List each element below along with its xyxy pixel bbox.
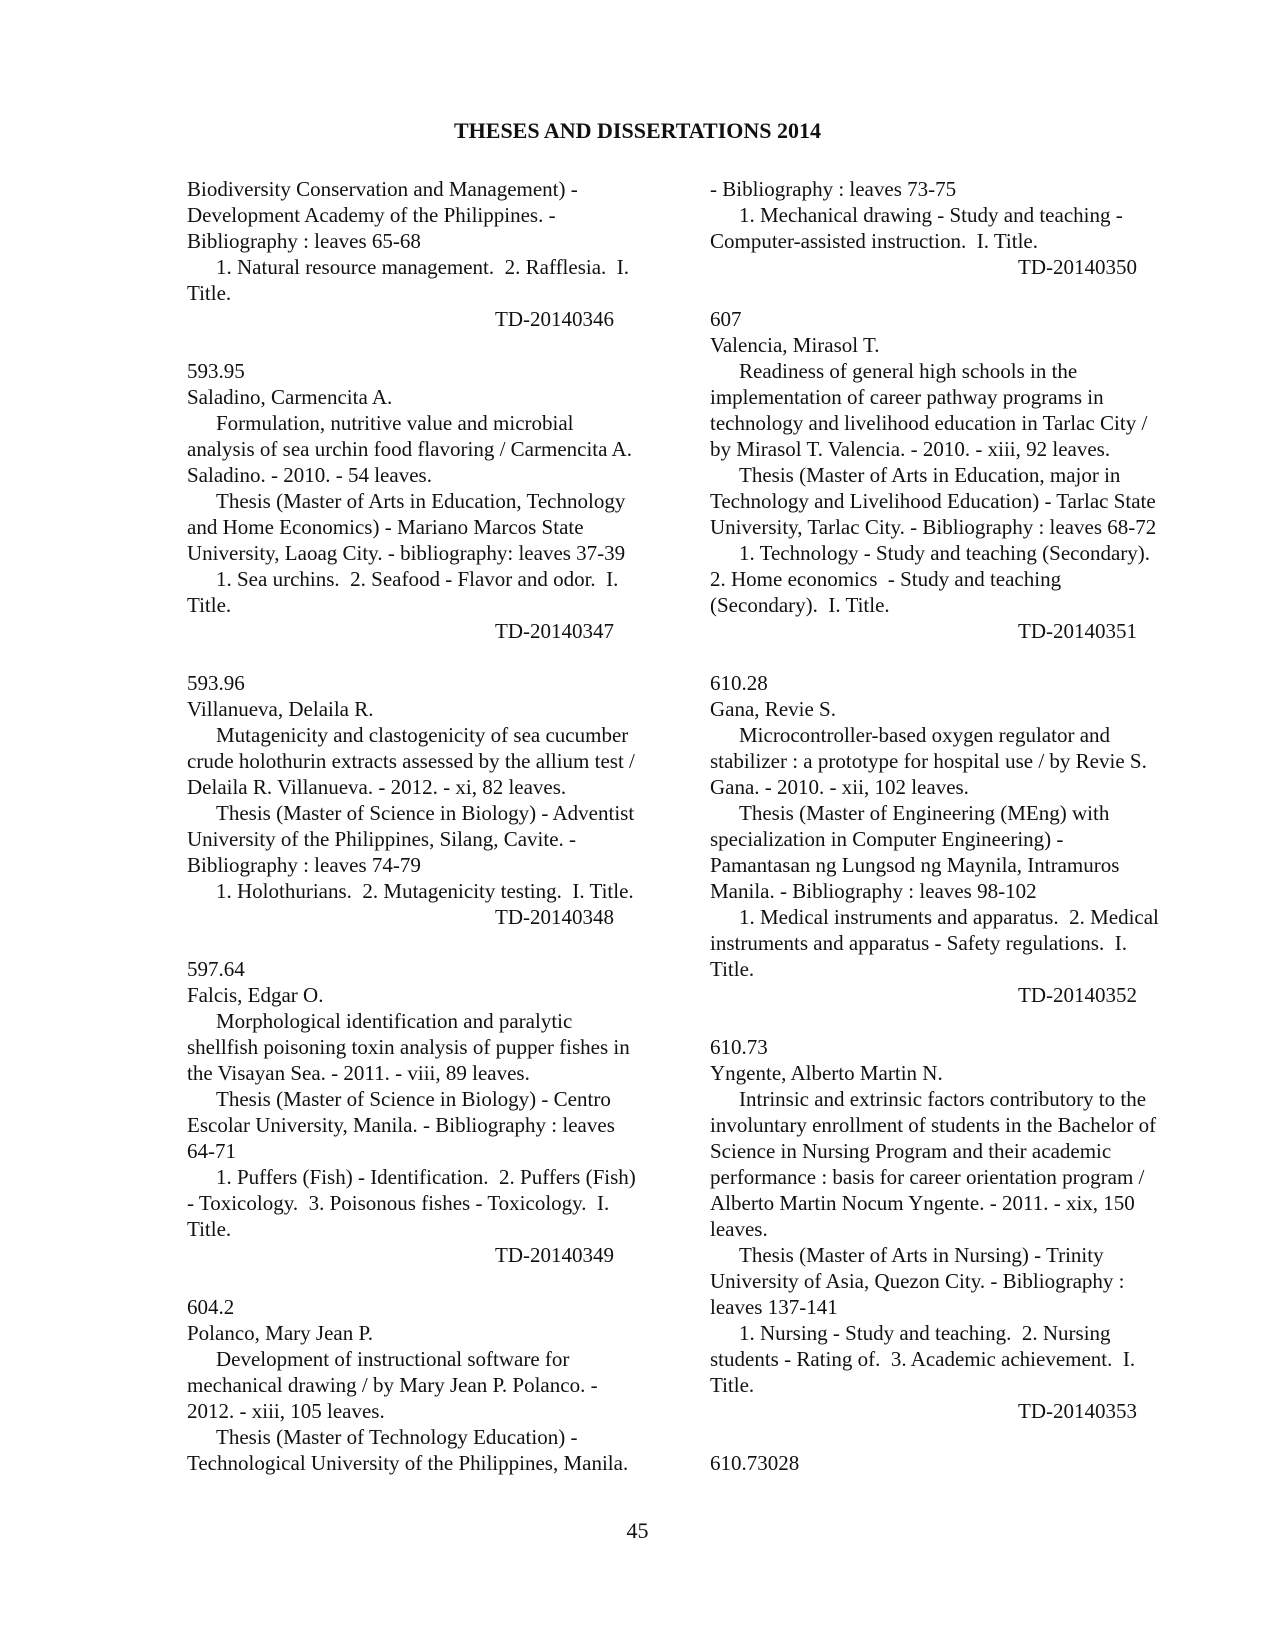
text-line: - Toxicology. 3. Poisonous fishes - Toxicology. I.	[187, 1191, 610, 1215]
text-line: Title.	[710, 1373, 755, 1397]
text-line: technology and livelihood education in Tarlac City /	[710, 411, 1148, 435]
text-line: Thesis (Master of Science in Biology) - Centro	[216, 1087, 611, 1111]
page-title: THESES AND DISSERTATIONS 2014	[453, 118, 822, 143]
text-line: Development Academy of the Philippines. -	[187, 203, 556, 227]
text-line: 597.64	[187, 957, 245, 981]
text-line: 607	[710, 307, 742, 331]
text-line: Saladino, Carmencita A.	[187, 385, 393, 409]
text-line: 1. Nursing - Study and teaching. 2. Nursing	[739, 1321, 1111, 1345]
text-line: Bibliography : leaves 65-68	[187, 229, 421, 253]
text-line: 1. Puffers (Fish) - Identification. 2. Puffers (Fish)	[216, 1165, 636, 1189]
text-line: 1. Holothurians. 2. Mutagenicity testing. I. Title.	[216, 879, 634, 903]
entry-gap	[710, 1424, 1185, 1450]
text-line: Yngente, Alberto Martin N.	[710, 1061, 943, 1085]
text-line: analysis of sea urchin food flavoring / Carmencita A.	[187, 437, 632, 461]
text-line: shellfish poisoning toxin analysis of pupper fishes in	[187, 1035, 630, 1059]
text-line: Thesis (Master of Arts in Nursing) - Trinity	[739, 1243, 1104, 1267]
text-line: the Visayan Sea. - 2011. - viii, 89 leaves.	[187, 1061, 530, 1085]
text-line: Valencia, Mirasol T.	[710, 333, 880, 357]
text-line: Polanco, Mary Jean P.	[187, 1321, 374, 1345]
entry-gap	[710, 1008, 1185, 1034]
text-line: implementation of career pathway programs in	[710, 385, 1104, 409]
text-line: crude holothurin extracts assessed by the allium test /	[187, 749, 635, 773]
text-line: 610.73028	[710, 1451, 800, 1475]
text-line: Science in Nursing Program and their academic	[710, 1139, 1112, 1163]
text-line: Bibliography : leaves 74-79	[187, 853, 421, 877]
text-line: mechanical drawing / by Mary Jean P. Polanco. -	[187, 1373, 598, 1397]
text-line: Thesis (Master of Arts in Education, major in	[739, 463, 1121, 487]
text-line: Computer-assisted instruction. I. Title.	[710, 229, 1038, 253]
right-column	[710, 176, 1185, 1476]
text-line: Thesis (Master of Engineering (MEng) with	[739, 801, 1110, 825]
text-line: Manila. - Bibliography : leaves 98-102	[710, 879, 1037, 903]
text-line: University, Laoag City. - bibliography: leaves 37-39	[187, 541, 626, 565]
text-line: - Bibliography : leaves 73-75	[710, 177, 957, 201]
text-line: Morphological identification and paralytic	[216, 1009, 573, 1033]
text-line: University of Asia, Quezon City. - Bibliography :	[710, 1269, 1125, 1293]
text-line: Technology and Livelihood Education) - Tarlac State	[710, 489, 1156, 513]
left-column	[187, 176, 662, 1476]
text-line: Title.	[187, 593, 232, 617]
text-line: Thesis (Master of Science in Biology) - Adventist	[216, 801, 635, 825]
text-line: 593.95	[187, 359, 245, 383]
text-line: 1. Medical instruments and apparatus. 2. Medical	[739, 905, 1159, 929]
entry-gap	[187, 930, 662, 956]
accession-number: TD-20140349	[495, 1243, 614, 1267]
text-line: Intrinsic and extrinsic factors contributory to the	[739, 1087, 1147, 1111]
text-line: Mutagenicity and clastogenicity of sea cucumber	[216, 723, 629, 747]
entry-gap	[710, 280, 1185, 306]
text-line: 1. Natural resource management. 2. Rafflesia. I.	[216, 255, 630, 279]
text-line: Villanueva, Delaila R.	[187, 697, 374, 721]
text-line: leaves 137-141	[710, 1295, 838, 1319]
text-line: Title.	[187, 1217, 232, 1241]
text-line: Title.	[710, 957, 755, 981]
accession-number: TD-20140353	[1018, 1399, 1137, 1423]
text-line: 610.73	[710, 1035, 768, 1059]
text-line: 610.28	[710, 671, 768, 695]
text-line: stabilizer : a prototype for hospital use / by Revie S.	[710, 749, 1147, 773]
text-line: Falcis, Edgar O.	[187, 983, 324, 1007]
text-line: instruments and apparatus - Safety regulations. I.	[710, 931, 1127, 955]
text-line: 2012. - xiii, 105 leaves.	[187, 1399, 385, 1423]
text-line: involuntary enrollment of students in the Bachelor of	[710, 1113, 1157, 1137]
entry-gap	[710, 644, 1185, 670]
text-line: Pamantasan ng Lungsod ng Maynila, Intramuros	[710, 853, 1120, 877]
text-line: specialization in Computer Engineering) -	[710, 827, 1064, 851]
text-line: Escolar University, Manila. - Bibliography : leaves	[187, 1113, 615, 1137]
text-line: University, Tarlac City. - Bibliography : leaves 68-72	[710, 515, 1157, 539]
text-line: University of the Philippines, Silang, Cavite. -	[187, 827, 577, 851]
text-line: 1. Technology - Study and teaching (Secondary).	[739, 541, 1151, 565]
text-line: Gana, Revie S.	[710, 697, 836, 721]
entry-gap	[187, 644, 662, 670]
page-number: 45	[626, 1518, 649, 1543]
text-line: Alberto Martin Nocum Yngente. - 2011. - xix, 150	[710, 1191, 1135, 1215]
text-line: Technological University of the Philippines, Manila.	[187, 1451, 629, 1475]
accession-number: TD-20140346	[495, 307, 614, 331]
text-line: 64-71	[187, 1139, 236, 1163]
accession-number: TD-20140350	[1018, 255, 1137, 279]
text-line: 2. Home economics - Study and teaching	[710, 567, 1062, 591]
text-line: Delaila R. Villanueva. - 2012. - xi, 82 leaves.	[187, 775, 567, 799]
text-line: Readiness of general high schools in the	[739, 359, 1078, 383]
entry-gap	[187, 1268, 662, 1294]
entry-gap	[187, 332, 662, 358]
text-line: 1. Sea urchins. 2. Seafood - Flavor and odor. I.	[216, 567, 619, 591]
accession-number: TD-20140351	[1018, 619, 1137, 643]
text-line: Thesis (Master of Arts in Education, Technology	[216, 489, 626, 513]
accession-number: TD-20140352	[1018, 983, 1137, 1007]
text-line: Saladino. - 2010. - 54 leaves.	[187, 463, 432, 487]
text-line: 593.96	[187, 671, 245, 695]
text-line: Microcontroller-based oxygen regulator and	[739, 723, 1111, 747]
text-line: Title.	[187, 281, 232, 305]
text-line: Thesis (Master of Technology Education) -	[216, 1425, 578, 1449]
text-line: and Home Economics) - Mariano Marcos State	[187, 515, 584, 539]
text-line: leaves.	[710, 1217, 768, 1241]
text-line: (Secondary). I. Title.	[710, 593, 890, 617]
text-line: 1. Mechanical drawing - Study and teaching -	[739, 203, 1123, 227]
text-line: by Mirasol T. Valencia. - 2010. - xiii, 92 leaves.	[710, 437, 1111, 461]
text-line: students - Rating of. 3. Academic achievement. I.	[710, 1347, 1136, 1371]
text-line: Biodiversity Conservation and Management) -	[187, 177, 578, 201]
text-line: 604.2	[187, 1295, 235, 1319]
text-line: Development of instructional software for	[216, 1347, 570, 1371]
text-line: Formulation, nutritive value and microbial	[216, 411, 574, 435]
accession-number: TD-20140348	[495, 905, 614, 929]
text-line: Gana. - 2010. - xii, 102 leaves.	[710, 775, 969, 799]
accession-number: TD-20140347	[495, 619, 614, 643]
text-line: performance : basis for career orientation program /	[710, 1165, 1145, 1189]
